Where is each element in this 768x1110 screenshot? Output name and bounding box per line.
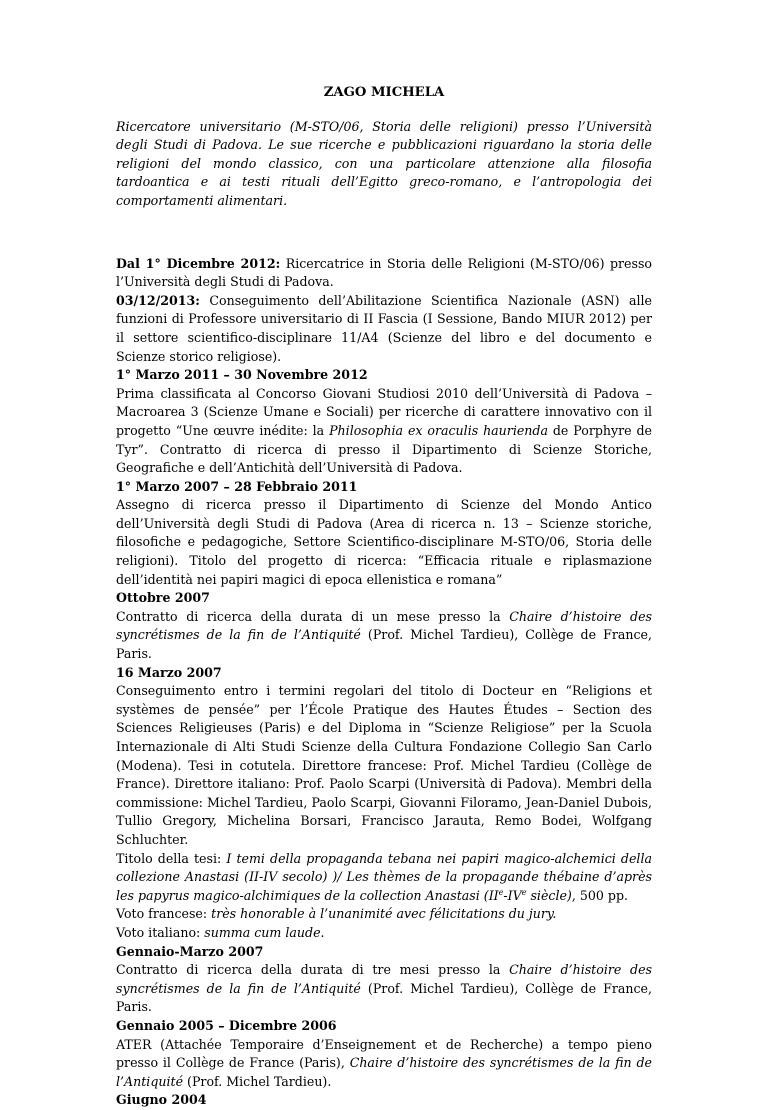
intro-paragraph: Ricercatore universitario (M-STO/06, Storia delle religioni) presso l’Università degli Studi di Padova. Le sue ricerche e pubblicazioni riguardano la storia delle religioni del mondo classico, con una particolare attenzione alla filosofia tardoantica e ai testi rituali dell’Egitto greco-romano, e l’antropologia dei comportamenti alimentari.: [116, 118, 652, 208]
text-span: (Prof. Michel Tardieu).: [183, 1073, 332, 1089]
text-span: Contratto di ricerca della durata di un mese presso la: [116, 608, 510, 624]
voto-francese: [116, 905, 652, 924]
italic-title: siècle): [526, 887, 572, 903]
thesis-title: [116, 850, 652, 906]
entry-text: [116, 1036, 652, 1092]
value: très honorable à l’unanimité avec félicitations du jury.: [211, 906, 557, 922]
text-span: , 500 pp.: [571, 887, 629, 903]
page-title: ZAGO MICHELA: [323, 85, 445, 100]
entry-text: Conseguimento dell’Abilitazione Scientifica Nazionale (ASN) alle funzioni di Professore universitario di II Fascia (I Sessione, Bando MIUR 2012) per il settore scientifico-disciplinare 11/A4 (Scienze del libro e del documento e Scienze storico religiose).: [116, 292, 652, 364]
entry-heading: 1° Marzo 2011 – 30 Novembre 2012: [116, 367, 368, 383]
entry-text: Assegno di ricerca presso il Dipartimento di Scienze del Mondo Antico dell’Università degli Studi di Padova (Area di ricerca n. 13 – Scienze storiche, filosofiche e pedagogiche, Settore Scientifico-disciplinare M-STO/06, Storia delle religioni). Titolo del progetto di ricerca: “Efficacia rituale e riplasmazione dell’identità nei papiri magici di epoca ellenistica e romana”: [116, 497, 652, 587]
italic-title: I temi della propaganda tebana nei papiri magico-alchemici della collezione Anastasi (II-IV secolo) )/ Les thèmes de la propagande thébaine d’après les papyrus magico-alchimiques de la collection Anastasi (II: [116, 850, 652, 903]
entry-abilitazione: [116, 292, 652, 366]
italic-title: Chaire d’histoire des syncrétismes de la fin de l’Antiquité: [116, 608, 652, 643]
entry-heading: Ottobre 2007: [116, 590, 210, 606]
italic-title: Philosophia ex oraculis haurienda: [329, 422, 548, 438]
entry-heading: Gennaio 2005 – Dicembre 2006: [116, 1017, 337, 1033]
text-span: (Prof. Michel Tardieu), Collège de France, Paris.: [116, 980, 652, 1015]
italic-title: Chaire d’histoire des syncrétismes de la fin de l’Antiquité: [116, 962, 652, 996]
entry-text: [116, 385, 652, 478]
entry-ricercatrice: [116, 255, 652, 292]
text-span: de Porphyre de Tyr”. Contratto di ricerca di presso il Dipartimento di Scienze Storiche, Geografiche e dell’Antichità dell’Università di Padova.: [116, 422, 653, 476]
entry-text: [116, 608, 652, 664]
entry-heading: 16 Marzo 2007: [116, 664, 222, 680]
entry-heading: Dal 1° Dicembre 2012:: [116, 255, 281, 271]
superscript: e: [521, 887, 527, 897]
text-span: Contratto di ricerca della durata di tre mesi presso la: [116, 962, 510, 978]
entry-text: Ricercatrice in Storia delle Religioni (M-STO/06) presso l’Università degli Studi di Padova.: [116, 255, 652, 290]
text-span: Prima classificata al Concorso Giovani Studiosi 2010 dell’Università di Padova – Macroarea 3 (Scienze Umane e Sociali) per ricerche di carattere innovativo con il progetto “Une œuvre inédite: la: [116, 385, 652, 438]
entry-heading: Gennaio-Marzo 2007: [116, 943, 264, 959]
entry-text: Conseguimento entro i termini regolari del titolo di Docteur en “Religions et systèmes de pensée” per l’École Pratique des Hautes Études – Section des Sciences Religieuses (Paris) e del Diploma in “Scienze Religiose” per la Scuola Internazionale di Alti Studi Scienze della Cultura Fondazione Collegio San Carlo (Modena). Tesi in cotutela. Direttore francese: Prof. Michel Tardieu (Collège de France). Direttore italiano: Prof. Paolo Scarpi (Università di Padova). Membri della commissione: Michel Tardieu, Paolo Scarpi, Giovanni Filoramo, Jean-Daniel Dubois, Tullio Gregory, Michelina Borsari, Francisco Jarauta, Remo Bodei, Wolfgang Schluchter.: [116, 683, 652, 847]
entry-heading: 03/12/2013:: [116, 292, 200, 308]
entry-heading: Giugno 2004: [116, 1092, 207, 1108]
label: Voto italiano:: [116, 924, 205, 940]
entry-text: [116, 961, 652, 1017]
text-span: (Prof. Michel Tardieu), Collège de France, Paris.: [116, 627, 652, 662]
value: summa cum laude: [204, 924, 321, 940]
italic-title: Chaire d’histoire des syncrétismes de la fin de l’Antiquité: [116, 1055, 652, 1089]
voto-italiano: [116, 924, 652, 943]
italic-title: -IV: [503, 887, 522, 903]
superscript: e: [498, 887, 504, 897]
text-span: .: [320, 924, 325, 940]
entry-heading: 1° Marzo 2007 – 28 Febbraio 2011: [116, 478, 358, 494]
label: Titolo della tesi:: [116, 850, 227, 866]
label: Voto francese:: [116, 906, 212, 922]
text-span: ATER (Attachée Temporaire d’Enseignement et de Recherche) a tempo pieno presso il Collège de France (Paris),: [116, 1036, 652, 1071]
